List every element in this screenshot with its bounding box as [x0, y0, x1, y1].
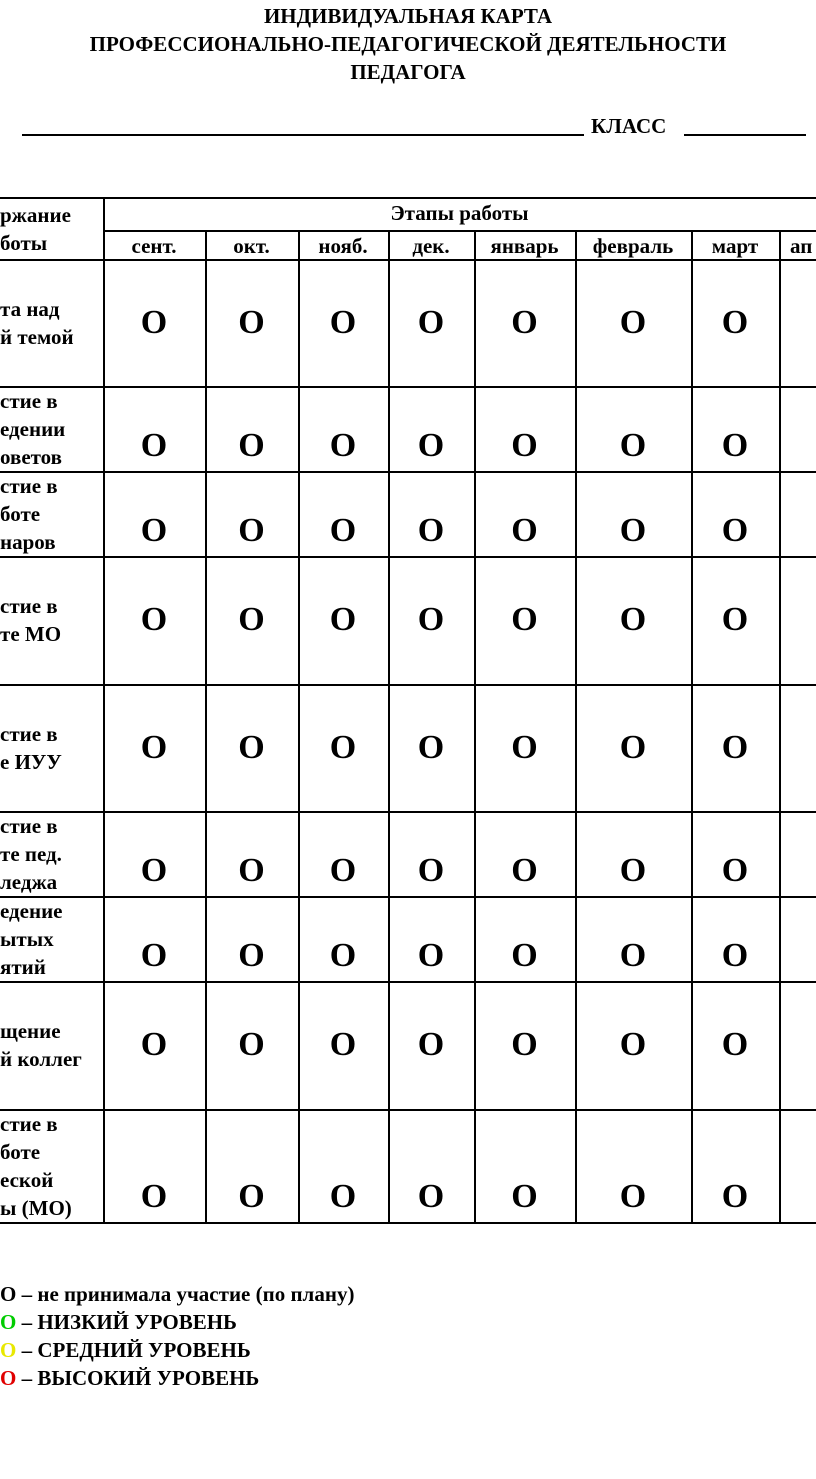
row-label-line: едение [0, 898, 63, 923]
header-line: боты [0, 231, 48, 255]
status-mark: О [417, 512, 445, 549]
row-label-line: те МО [0, 622, 62, 646]
table-rule [0, 684, 816, 686]
status-mark: О [140, 303, 168, 341]
class-label: КЛАСС [591, 114, 667, 138]
row-label [0, 472, 58, 556]
table-rule [575, 230, 577, 1224]
table-rule [205, 230, 207, 1224]
class-blank-line [684, 134, 806, 136]
status-mark: О [238, 427, 265, 464]
status-mark: О [619, 303, 647, 341]
row-label [0, 897, 63, 981]
status-mark: О [721, 427, 749, 464]
table-rule [0, 811, 816, 813]
status-mark: О [140, 512, 168, 549]
row-label-line: е ИУУ [0, 749, 62, 774]
status-mark: О [721, 303, 749, 341]
status-mark: О [619, 937, 647, 974]
status-mark: О [721, 728, 749, 766]
status-mark: О [329, 512, 357, 549]
legend-mark: О [0, 1310, 17, 1334]
row-label-line: стие в [0, 721, 58, 746]
status-mark: О [721, 1026, 749, 1063]
table-rule [103, 197, 105, 1224]
status-mark: О [329, 427, 357, 464]
status-mark: О [511, 937, 538, 974]
status-mark: О [511, 852, 538, 889]
status-mark: О [329, 601, 357, 638]
row-label-line: й темой [0, 324, 74, 349]
status-mark: О [238, 303, 265, 341]
status-mark: О [238, 512, 265, 549]
status-mark: О [721, 512, 749, 549]
row-label-line: боте [0, 501, 41, 526]
table-rule [0, 556, 816, 558]
row-label [0, 1110, 72, 1222]
table-rule [298, 230, 300, 1224]
status-mark: О [417, 728, 445, 766]
status-mark: О [238, 937, 265, 974]
status-mark: О [417, 937, 445, 974]
legend-item [0, 1336, 354, 1364]
stages-header: Этапы работы [390, 201, 529, 225]
table-rule [0, 896, 816, 898]
status-mark: О [238, 728, 265, 766]
status-mark: О [329, 937, 357, 974]
status-mark: О [417, 1026, 445, 1063]
header-line: ржание [0, 203, 71, 227]
status-mark: О [329, 852, 357, 889]
status-mark: О [329, 1178, 357, 1215]
row-label-line: ы (МО) [0, 1195, 72, 1220]
status-mark: О [511, 601, 538, 638]
legend-item [0, 1280, 354, 1308]
month-header: ап [790, 234, 813, 258]
title-line-2: ПРОФЕССИОНАЛЬНО-ПЕДАГОГИЧЕСКОЙ ДЕЯТЕЛЬНОСТИ [89, 32, 727, 56]
row-label-line: леджа [0, 869, 58, 894]
status-mark: О [417, 303, 445, 341]
month-header: окт. [233, 234, 270, 258]
status-mark: О [140, 937, 168, 974]
document-title [0, 2, 816, 86]
status-mark: О [329, 1026, 357, 1063]
row-label-line: й коллег [0, 1047, 82, 1071]
name-blank-line [22, 134, 584, 136]
month-header: март [711, 234, 759, 258]
row-label-line: стие в [0, 473, 58, 498]
row-label [0, 592, 61, 648]
row-label [0, 1017, 82, 1073]
row-label [0, 387, 65, 471]
row-label [0, 295, 74, 351]
row-label [0, 720, 62, 776]
status-mark: О [721, 852, 749, 889]
legend [0, 1280, 354, 1392]
status-mark: О [329, 728, 357, 766]
status-mark: О [511, 512, 538, 549]
legend-text: – НИЗКИЙ УРОВЕНЬ [16, 1310, 237, 1334]
row-label-line: ятий [0, 954, 46, 979]
status-mark: О [417, 601, 445, 638]
status-mark: О [140, 852, 168, 889]
table-rule [0, 259, 816, 261]
row-label-line: боте [0, 1139, 41, 1164]
legend-item [0, 1308, 354, 1336]
legend-mark: О [0, 1338, 17, 1362]
status-mark: О [619, 1178, 647, 1215]
status-mark: О [140, 427, 168, 464]
legend-mark: О [0, 1282, 17, 1306]
status-mark: О [511, 1178, 538, 1215]
row-label-line: та над [0, 296, 60, 321]
row-label-line: те пед. [0, 841, 62, 866]
status-mark: О [417, 1178, 445, 1215]
table-rule [103, 230, 816, 232]
name-class-row [0, 114, 816, 144]
month-header: дек. [412, 234, 450, 258]
status-mark: О [619, 852, 647, 889]
month-header: февраль [592, 234, 674, 258]
title-line-1: ИНДИВИДУАЛЬНАЯ КАРТА [263, 4, 553, 28]
status-mark: О [721, 937, 749, 974]
row-label-line: ытых [0, 926, 54, 951]
row-label-line: стие в [0, 813, 58, 838]
status-mark: О [417, 427, 445, 464]
status-mark: О [511, 427, 538, 464]
month-header: сент. [131, 234, 177, 258]
status-mark: О [329, 303, 357, 341]
status-mark: О [238, 1178, 265, 1215]
status-mark: О [417, 852, 445, 889]
status-mark: О [140, 601, 168, 638]
row-label [0, 812, 62, 896]
row-label-line: наров [0, 529, 56, 554]
month-header: нояб. [318, 234, 368, 258]
legend-item [0, 1364, 354, 1392]
status-mark: О [511, 1026, 538, 1063]
status-mark: О [140, 728, 168, 766]
status-mark: О [238, 601, 265, 638]
table-rule [0, 386, 816, 388]
status-mark: О [721, 601, 749, 638]
status-mark: О [619, 1026, 647, 1063]
status-mark: О [238, 852, 265, 889]
status-mark: О [721, 1178, 749, 1215]
row-label-line: еской [0, 1167, 54, 1192]
row-label-line: стие в [0, 388, 58, 413]
table-rule [0, 471, 816, 473]
row-label-line: стие в [0, 594, 58, 618]
table-rule [0, 1222, 816, 1224]
status-mark: О [619, 601, 647, 638]
legend-text: – СРЕДНИЙ УРОВЕНЬ [16, 1338, 251, 1362]
month-header: январь [490, 234, 559, 258]
status-mark: О [619, 427, 647, 464]
table-rule [474, 230, 476, 1224]
row-label-line: едении [0, 416, 66, 441]
legend-text: – не принимала участие (по плану) [16, 1282, 355, 1306]
row-label-line: оветов [0, 444, 62, 469]
table-rule [0, 1109, 816, 1111]
status-mark: О [140, 1026, 168, 1063]
table-rule [779, 230, 781, 1224]
legend-mark: О [0, 1366, 17, 1390]
legend-text: – ВЫСОКИЙ УРОВЕНЬ [16, 1366, 260, 1390]
status-mark: О [511, 303, 538, 341]
table-rule [0, 197, 816, 199]
status-mark: О [511, 728, 538, 766]
table-rule [388, 230, 390, 1224]
row-label-line: стие в [0, 1111, 58, 1136]
row-label-line: щение [0, 1019, 61, 1043]
table-rule [691, 230, 693, 1224]
status-mark: О [619, 728, 647, 766]
content-column-header [0, 201, 71, 257]
status-mark: О [140, 1178, 168, 1215]
table-rule [0, 981, 816, 983]
status-mark: О [238, 1026, 265, 1063]
title-line-3: ПЕДАГОГА [350, 60, 466, 84]
status-mark: О [619, 512, 647, 549]
